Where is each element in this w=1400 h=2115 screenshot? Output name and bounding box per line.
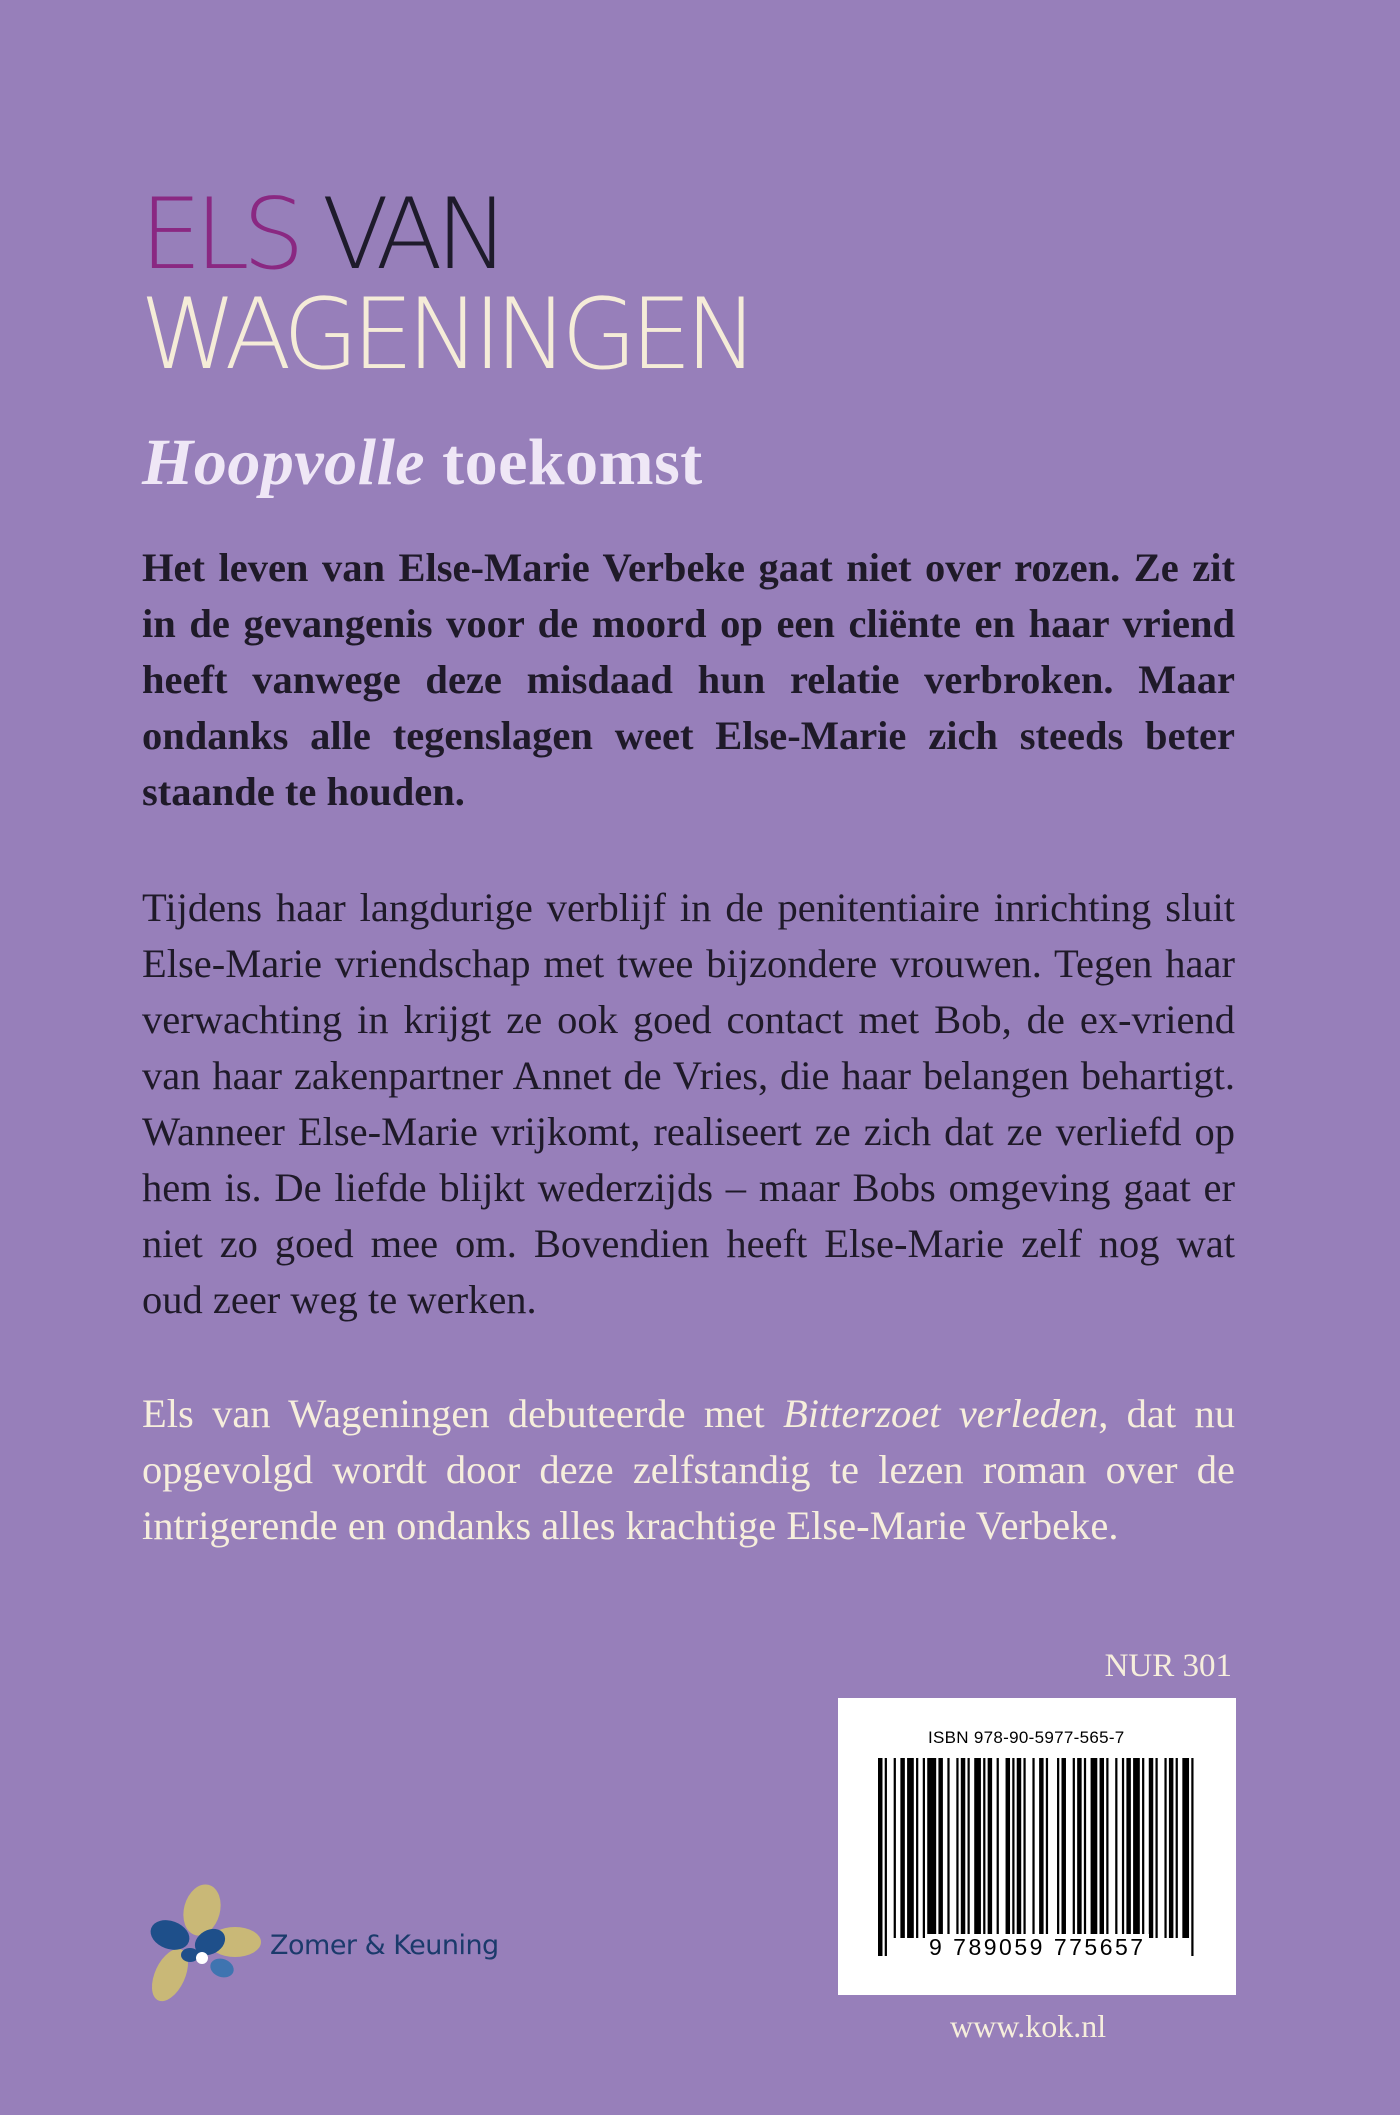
barcode-bar bbox=[1012, 1758, 1014, 1938]
author-name bbox=[140, 178, 752, 392]
barcode-bar bbox=[1133, 1758, 1140, 1938]
barcode-bar bbox=[1155, 1758, 1157, 1938]
barcode-bar bbox=[1182, 1758, 1189, 1938]
barcode-bar bbox=[983, 1758, 985, 1938]
barcode-bar bbox=[1017, 1758, 1021, 1938]
barcode-bar bbox=[1057, 1758, 1059, 1938]
barcode-bar bbox=[927, 1758, 936, 1938]
barcode-bar bbox=[1032, 1758, 1034, 1938]
barcode-bar bbox=[1091, 1758, 1098, 1938]
barcode-bar bbox=[974, 1758, 981, 1938]
barcode-bar bbox=[988, 1758, 992, 1938]
barcode-panel bbox=[838, 1698, 1236, 1995]
barcode-bar bbox=[1115, 1758, 1117, 1938]
barcode-bar bbox=[907, 1758, 914, 1938]
barcode-bar bbox=[968, 1758, 970, 1938]
author-last-name: WAGENINGEN bbox=[140, 278, 752, 392]
barcode-bar bbox=[923, 1758, 925, 1938]
barcode-bar bbox=[1164, 1758, 1166, 1938]
barcode-bar bbox=[1061, 1758, 1065, 1938]
bio-text-end: , dat nu opgevolgd wordt door deze zelfstandig te lezen roman over de intrigerende en ondanks alles krachtige Else-Marie Verbeke. bbox=[142, 1391, 1236, 1548]
barcode-bar bbox=[997, 1758, 999, 1938]
nur-code: NUR 301 bbox=[1104, 1648, 1232, 1684]
flower-logo-icon bbox=[140, 1880, 265, 2010]
author-bio-paragraph bbox=[142, 1386, 1235, 1554]
barcode-bar bbox=[1126, 1758, 1130, 1938]
barcode-bar bbox=[1176, 1758, 1178, 1938]
book-title-regular: toekomst bbox=[442, 426, 703, 499]
barcode-bar bbox=[947, 1758, 949, 1938]
publisher-logo bbox=[140, 1880, 540, 2010]
barcode-bar bbox=[1039, 1758, 1043, 1956]
barcode-bar bbox=[1149, 1758, 1153, 1938]
barcode-bar bbox=[894, 1758, 896, 1938]
publisher-website: www.kok.nl bbox=[950, 2008, 1107, 2044]
bio-text-start: Els van Wageningen debuteerde met bbox=[142, 1391, 783, 1436]
barcode-bar bbox=[1169, 1758, 1173, 1938]
barcode-bar bbox=[938, 1758, 942, 1938]
barcode-bar bbox=[1122, 1758, 1124, 1938]
blurb-paragraph-1: Het leven van Else-Marie Verbeke gaat niet over rozen. Ze zit in de gevangenis voor de moord op een cliënte en haar vriend heeft vanwege deze misdaad hun relatie verbroken. Maar ondanks alle tegenslagen weet Else-Marie zich steeds beter staande te houden. bbox=[142, 545, 1235, 814]
barcode-bar bbox=[1191, 1758, 1193, 1956]
barcode-bar bbox=[1077, 1758, 1081, 1938]
barcode-bar bbox=[1046, 1758, 1048, 1956]
barcode-bar bbox=[878, 1758, 882, 1956]
barcode-bar bbox=[1100, 1758, 1104, 1938]
barcode-bar bbox=[1142, 1758, 1144, 1938]
barcode-bar bbox=[916, 1758, 918, 1938]
barcode-bar bbox=[961, 1758, 965, 1938]
isbn-number: ISBN 978-90-5977-565-7 bbox=[928, 1728, 1125, 1747]
publisher-name: Zomer & Keuning bbox=[270, 1930, 499, 1961]
barcode-bar bbox=[1073, 1758, 1075, 1938]
barcode-bar bbox=[956, 1758, 958, 1938]
barcode-bar bbox=[1084, 1758, 1086, 1938]
barcode-bar bbox=[1106, 1758, 1108, 1938]
ean-number: 9 789059 775657 bbox=[926, 1934, 1149, 1961]
barcode-bar bbox=[885, 1758, 887, 1956]
barcode-bar bbox=[900, 1758, 904, 1938]
bio-previous-title: Bitterzoet verleden bbox=[782, 1391, 1099, 1436]
author-middle-name: VAN bbox=[321, 178, 503, 292]
book-title bbox=[142, 425, 703, 501]
book-title-italic: Hoopvolle bbox=[142, 426, 426, 499]
barcode-icon bbox=[878, 1758, 1198, 1956]
author-first-name: ELS bbox=[140, 178, 298, 292]
barcode-bar bbox=[1023, 1758, 1025, 1938]
barcode-bar bbox=[1006, 1758, 1010, 1938]
blurb-paragraph-2: Tijdens haar langdurige verblijf in de penitentiaire inrichting sluit Else-Marie vriendschap met twee bijzondere vrouwen. Tegen haar verwachting in krijgt ze ook goed contact met Bob, de ex-vriend van haar zakenpartner Annet de Vries, die haar belangen behartigt. Wanneer Else-Marie vrijkomt, realiseert ze zich dat ze verliefd op hem is. De liefde blijkt wederzijds – maar Bobs omgeving gaat er niet zo goed mee om. Bovendien heeft Else-Marie zelf nog wat oud zeer weg te werken. bbox=[142, 885, 1235, 1322]
